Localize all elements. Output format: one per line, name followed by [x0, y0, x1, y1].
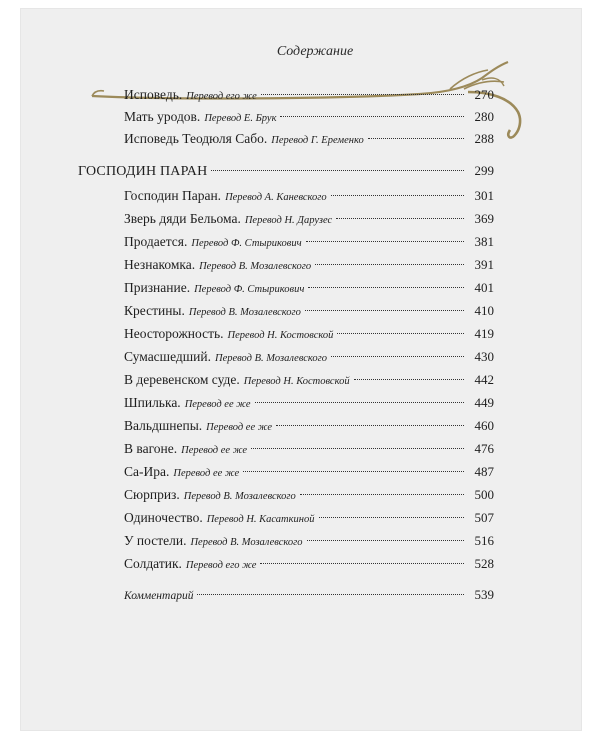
leader-dots: [280, 116, 464, 117]
entry-title: В вагоне.: [124, 441, 178, 456]
entry-page: 419: [474, 326, 494, 341]
leader-dots: [305, 310, 464, 311]
leader-dots: [331, 195, 464, 196]
entry-title: Продается.: [124, 234, 188, 249]
entry-page: 391: [474, 257, 494, 272]
toc-entry[interactable]: [124, 369, 494, 391]
entry-title: Шпилька.: [124, 395, 181, 410]
leader-dots: [276, 425, 464, 426]
entry-page: 410: [474, 303, 494, 318]
entry-page: 500: [474, 487, 494, 502]
entry-translator: Перевод ее же: [173, 468, 240, 479]
entry-title: Сюрприз.: [124, 487, 180, 502]
entry-title: Господин Паран.: [124, 188, 222, 203]
entry-title: В деревенском суде.: [124, 372, 240, 387]
leader-dots: [337, 333, 464, 334]
toc-entry[interactable]: [124, 185, 494, 207]
leader-dots: [336, 218, 464, 219]
leader-dots: [255, 402, 464, 403]
entry-page: 381: [474, 234, 494, 249]
entry-page: 301: [474, 188, 494, 203]
entry-translator: Перевод Ф. Стырикович: [191, 238, 302, 249]
entry-page: 507: [474, 510, 494, 525]
toc-entry[interactable]: [124, 84, 494, 106]
entry-page: 288: [474, 131, 494, 146]
entry-title: Крестины.: [124, 303, 185, 318]
entry-page: 460: [474, 418, 494, 433]
leader-dots: [368, 138, 464, 139]
entry-page: 528: [474, 556, 494, 571]
entry-title: У постели.: [124, 533, 187, 548]
toc-entry[interactable]: [124, 507, 494, 529]
entry-title: Зверь дяди Бельома.: [124, 211, 241, 226]
entry-page: 280: [474, 109, 494, 124]
entry-title: Исповедь Теодюля Сабо.: [124, 131, 268, 146]
entry-page: 401: [474, 280, 494, 295]
entry-translator: Перевод Н. Дарузес: [244, 215, 333, 226]
toc-entry[interactable]: [124, 208, 494, 230]
toc-entry[interactable]: [124, 415, 494, 437]
entry-page: 442: [474, 372, 494, 387]
entry-title: Признание.: [124, 280, 191, 295]
entry-translator: Перевод В. Мозалевского: [214, 353, 328, 364]
entry-page: 516: [474, 533, 494, 548]
entry-title: Неосторожность.: [124, 326, 224, 341]
entry-page: 449: [474, 395, 494, 410]
toc-section[interactable]: [78, 160, 494, 182]
leader-dots: [211, 170, 464, 171]
entry-translator: Перевод ее же: [206, 422, 273, 433]
toc-entry[interactable]: [124, 530, 494, 552]
entry-title: Одиночество.: [124, 510, 203, 525]
entry-translator: Перевод его же: [185, 560, 257, 571]
leader-dots: [251, 448, 464, 449]
leader-dots: [319, 517, 465, 518]
leader-dots: [331, 356, 464, 357]
leader-dots: [308, 287, 464, 288]
section-page: 299: [474, 163, 494, 178]
entry-title: Вальдшнепы.: [124, 418, 203, 433]
toc-entry[interactable]: [124, 392, 494, 414]
toc-entry[interactable]: [124, 346, 494, 368]
entry-title: Са-Ира.: [124, 464, 170, 479]
leader-dots: [197, 594, 464, 595]
entry-page: 369: [474, 211, 494, 226]
toc-entry[interactable]: [124, 300, 494, 322]
commentary-page: 539: [474, 587, 494, 602]
entry-translator: Перевод Ф. Стырикович: [194, 284, 305, 295]
entry-translator: Перевод Е. Брук: [204, 113, 277, 124]
entry-translator: Перевод А. Каневского: [225, 192, 327, 203]
entry-page: 476: [474, 441, 494, 456]
entry-translator: Перевод В. Мозалевского: [183, 491, 296, 502]
entry-title: Солдатик.: [124, 556, 182, 571]
entry-translator: Перевод В. Мозалевского: [199, 261, 312, 272]
entry-title: Незнакомка.: [124, 257, 196, 272]
page-title: Содержание: [276, 44, 354, 59]
entry-translator: Перевод Н. Касаткиной: [206, 514, 315, 525]
toc-entry-commentary[interactable]: [124, 584, 494, 606]
leader-dots: [354, 379, 464, 380]
toc-entry[interactable]: [124, 484, 494, 506]
entry-translator: Перевод В. Мозалевского: [188, 307, 301, 318]
leader-dots: [261, 94, 464, 95]
entry-translator: Перевод его же: [186, 91, 257, 102]
leader-dots: [243, 471, 464, 472]
entry-translator: Перевод ее же: [184, 399, 251, 410]
entry-page: 430: [474, 349, 494, 364]
toc-entry[interactable]: [124, 438, 494, 460]
toc-entry[interactable]: [124, 323, 494, 345]
section-title: ГОСПОДИН ПАРАН: [78, 164, 208, 179]
leader-dots: [306, 241, 464, 242]
book-page: [20, 8, 582, 731]
entry-title: Исповедь.: [124, 87, 183, 102]
leader-dots: [260, 563, 464, 564]
leader-dots: [315, 264, 464, 265]
entry-translator: Перевод Г. Еременко: [271, 135, 364, 146]
toc-entry[interactable]: [124, 553, 494, 575]
entry-title: Мать уродов.: [124, 109, 201, 124]
toc-entry[interactable]: [124, 128, 494, 150]
entry-page: 270: [474, 87, 494, 102]
entry-translator: Перевод Н. Костовской: [243, 376, 350, 387]
toc-entry[interactable]: [124, 106, 494, 128]
toc-entry[interactable]: [124, 461, 494, 483]
toc-entry[interactable]: [124, 254, 494, 276]
entry-page: 487: [474, 464, 494, 479]
leader-dots: [307, 540, 465, 541]
leader-dots: [300, 494, 464, 495]
entry-translator: Перевод ее же: [181, 445, 247, 456]
toc-entry[interactable]: [124, 231, 494, 253]
toc-entry[interactable]: [124, 277, 494, 299]
entry-translator: Перевод Н. Костовской: [227, 330, 334, 341]
entry-translator: Перевод В. Мозалевского: [190, 537, 303, 548]
entry-title: Сумасшедший.: [124, 349, 211, 364]
commentary-title: Комментарий: [124, 590, 194, 602]
